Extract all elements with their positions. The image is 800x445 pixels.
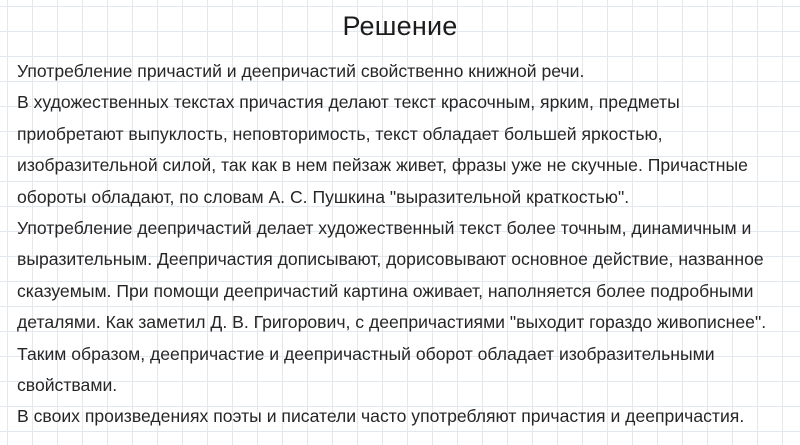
text-line-6: Употребление деепричастий делает художественный текст более точным, динамичным и (17, 217, 752, 238)
text-line-4: изобразительной силой, так как в нем пейзаж живет, фразы уже не скучные. Причастные (17, 155, 748, 176)
text-line-2: В художественных текстах причастия делают текст красочным, ярким, предметы (17, 92, 680, 113)
solution-text (17, 56, 787, 433)
page-title: Решение (342, 11, 458, 41)
text-line-9: деталями. Как заметил Д. В. Григорович, с деепричастиями "выходит гораздо живописнее". (17, 312, 767, 333)
text-line-8: сказуемым. При помощи деепричастий картина оживает, наполняется более подробными (17, 280, 754, 301)
text-line-3: приобретают выпуклость, неповторимость, текст обладает большей яркостью, (17, 123, 663, 144)
text-line-10: Таким образом, деепричастие и деепричастный оборот обладает изобразительными (17, 343, 715, 364)
text-line-12: В своих произведениях поэты и писатели часто употребляют причастия и деепричастия. (17, 406, 745, 427)
text-line-5: обороты обладают, по словам А. С. Пушкина "выразительной краткостью". (17, 186, 630, 207)
text-line-1: Употребление причастий и деепричастий свойственно книжной речи. (17, 61, 585, 81)
text-line-11: свойствами. (17, 374, 118, 395)
text-line-7: выразительным. Деепричастия дописывают, дорисовывают основное действие, названное (17, 249, 764, 270)
